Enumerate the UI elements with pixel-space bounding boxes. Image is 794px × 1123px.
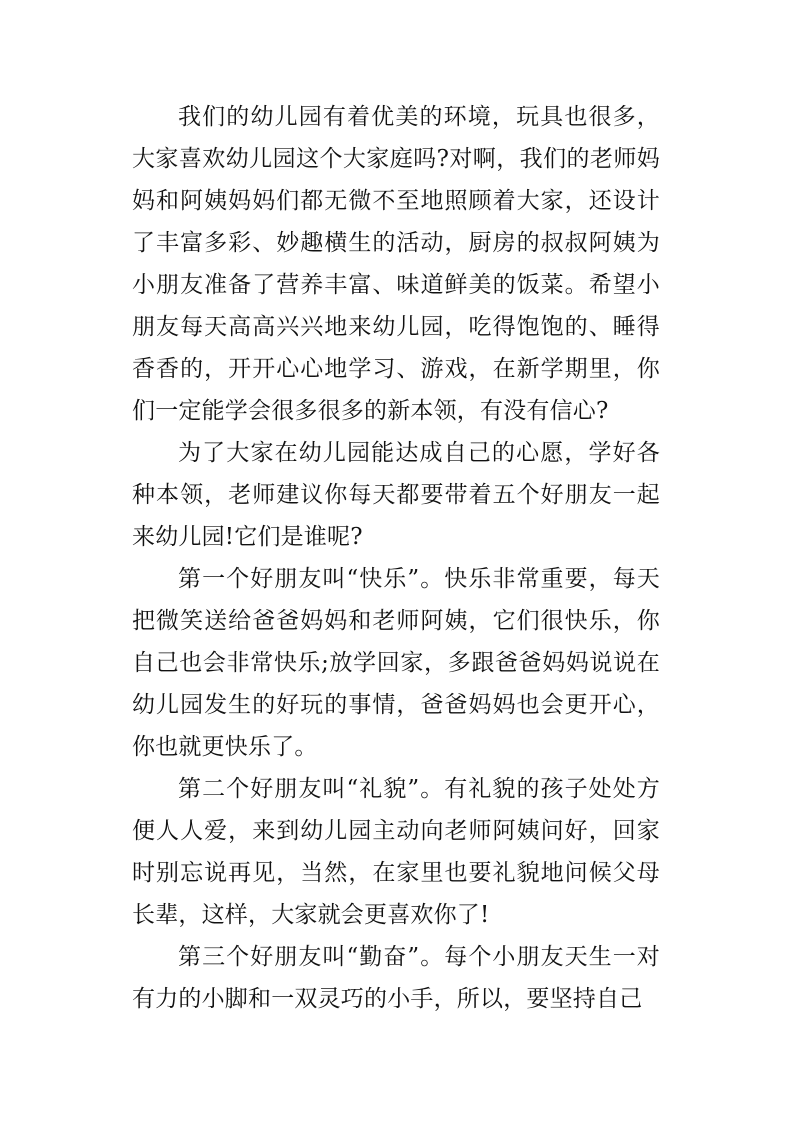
paragraph-4: 第二个好朋友叫“礼貌”。有礼貌的孩子处处方便人人爱，来到幼儿园主动向老师阿姨问好，回家时别忘说再见，当然，在家里也要礼貌地问候父母长辈，这样，大家就会更喜欢你了! [132, 776, 660, 928]
paragraph-1: 我们的幼儿园有着优美的环境，玩具也很多，大家喜欢幼儿园这个大家庭吗?对啊，我们的老师妈妈和阿姨妈妈们都无微不至地照顾着大家，还设计了丰富多彩、妙趣横生的活动，厨房的叔叔阿姨为小朋友准备了营养丰富、味道鲜美的饭菜。希望小朋友每天高高兴兴地来幼儿园，吃得饱饱的、睡得香香的，开开心心地学习、游戏，在新学期里，你们一定能学会很多很多的新本领，有没有信心? [132, 104, 660, 424]
paragraph-3: 第一个好朋友叫“快乐”。快乐非常重要，每天把微笑送给爸爸妈妈和老师阿姨，它们很快乐，你自己也会非常快乐;放学回家，多跟爸爸妈妈说说在幼儿园发生的好玩的事情，爸爸妈妈也会更开心，你也就更快乐了。 [132, 566, 660, 760]
paragraph-2: 为了大家在幼儿园能达成自己的心愿，学好各种本领，老师建议你每天都要带着五个好朋友一起来幼儿园!它们是谁呢? [132, 440, 660, 550]
paragraph-5: 第三个好朋友叫“勤奋”。每个小朋友天生一对有力的小脚和一双灵巧的小手，所以，要坚持自己 [132, 944, 660, 1012]
document-body [132, 96, 660, 1020]
